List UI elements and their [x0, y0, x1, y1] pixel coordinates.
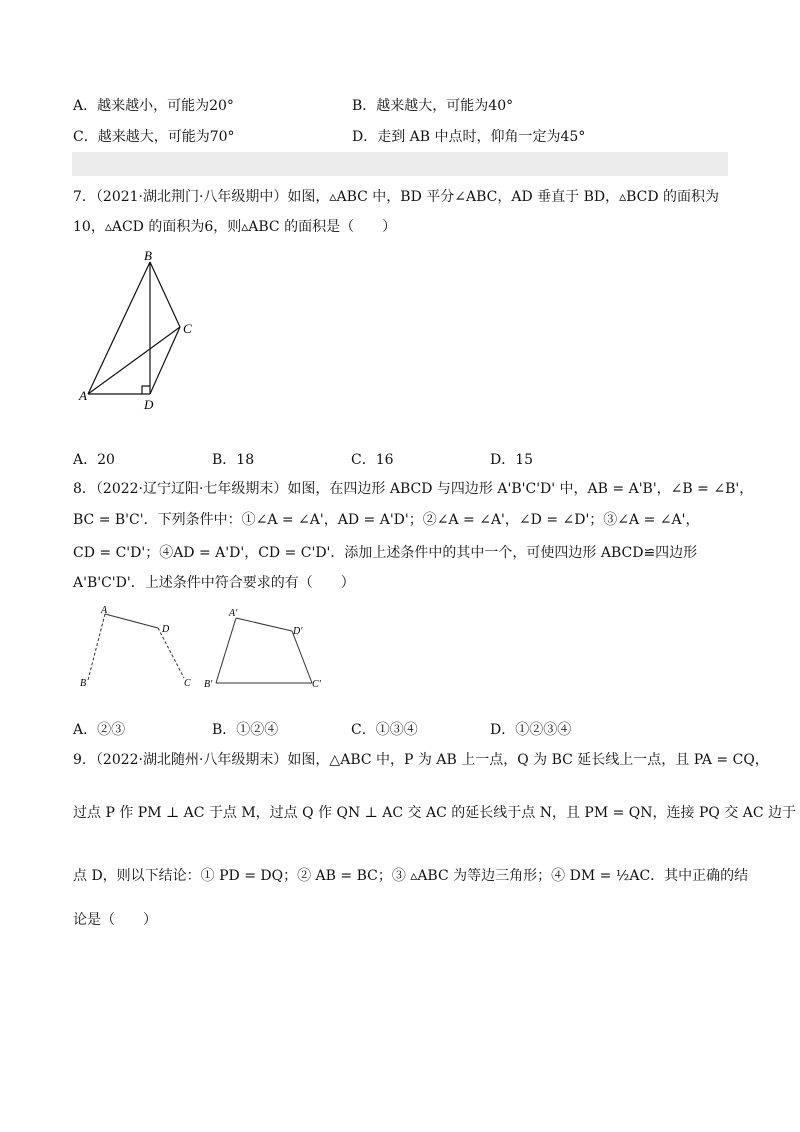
- q8-fig2-label-c: C': [312, 679, 321, 690]
- q7-option-d: D．15: [490, 452, 534, 468]
- q7-label-a: A: [79, 388, 87, 403]
- q6-option-d: D．走到 AB 中点时，仰角一定为45°: [352, 129, 586, 145]
- q7-label-b: B: [144, 250, 152, 263]
- q6-option-b: B．越来越大，可能为40°: [352, 98, 514, 114]
- q6-option-a: A．越来越小，可能为20°: [73, 98, 234, 114]
- q8-fig2-label-d: D': [293, 626, 303, 637]
- q8-option-d: D．①②③④: [490, 722, 572, 738]
- q8-figure-abcd-prime: [200, 604, 330, 690]
- q8-stem-line4: A'B'C'D'．上述条件中符合要求的有（ ）: [73, 575, 355, 591]
- q9-stem-line2: 过点 P 作 PM ⊥ AC 于点 M，过点 Q 作 QN ⊥ AC 交 AC 的延长线于点 N，且 PM = QN，连接 PQ 交 AC 边于: [73, 805, 797, 821]
- answer-area-bar: [72, 152, 728, 176]
- q7-figure: [76, 250, 202, 412]
- q8-stem-line1: 8．（2022·辽宁辽阳·七年级期末）如图，在四边形 ABCD 与四边形 A'B'C'D' 中，AB = A'B'，∠B = ∠B'，: [73, 481, 754, 497]
- q8-stem-line3: CD = C'D'；④AD = A'D'，CD = C'D'．添加上述条件中的其中一个，可使四边形 ABCD≌四边形: [73, 545, 698, 561]
- q7-option-a: A．20: [73, 452, 115, 468]
- q8-stem-line2: BC = B'C'．下列条件中：①∠A = ∠A'，AD = A'D'；②∠A = ∠A'，∠D = ∠D'；③∠A = ∠A'，: [73, 512, 700, 528]
- q8-fig1-label-a: A: [101, 605, 108, 616]
- q6-option-c: C．越来越大，可能为70°: [73, 129, 235, 145]
- q7-option-b: B．18: [212, 452, 255, 468]
- q8-fig1-label-d: D: [162, 624, 170, 635]
- q8-option-a: A．②③: [73, 722, 126, 738]
- q7-option-c: C．16: [351, 452, 394, 468]
- q7-label-d: D: [144, 397, 154, 412]
- q9-stem-line3: 点 D，则以下结论：① PD = DQ；② AB = BC；③ ▵ABC 为等边三角形；④ DM = ½AC．其中正确的结: [73, 868, 749, 884]
- q8-fig2-label-b: B': [204, 679, 213, 690]
- q7-stem-line1: 7．（2021·湖北荆门·八年级期中）如图，▵ABC 中，BD 平分∠ABC，AD 垂直于 BD，▵BCD 的面积为: [73, 189, 720, 205]
- q9-stem-line4: 论是（ ）: [73, 912, 157, 928]
- q8-fig1-label-c: C: [184, 678, 191, 689]
- q8-option-b: B．①②④: [212, 722, 279, 738]
- q8-fig1-label-b: B: [80, 678, 87, 689]
- q8-fig2-label-a: A': [229, 608, 238, 619]
- q9-stem-line1: 9．（2022·湖北随州·八年级期末）如图，△ABC 中，P 为 AB 上一点，Q 为 BC 延长线上一点，且 PA = CQ，: [73, 752, 769, 768]
- q7-stem-line2: 10，▵ACD 的面积为6，则▵ABC 的面积是（ ）: [73, 219, 397, 235]
- q8-option-c: C．①③④: [351, 722, 418, 738]
- q7-label-c: C: [183, 321, 192, 336]
- q8-figure-abcd: [78, 604, 198, 690]
